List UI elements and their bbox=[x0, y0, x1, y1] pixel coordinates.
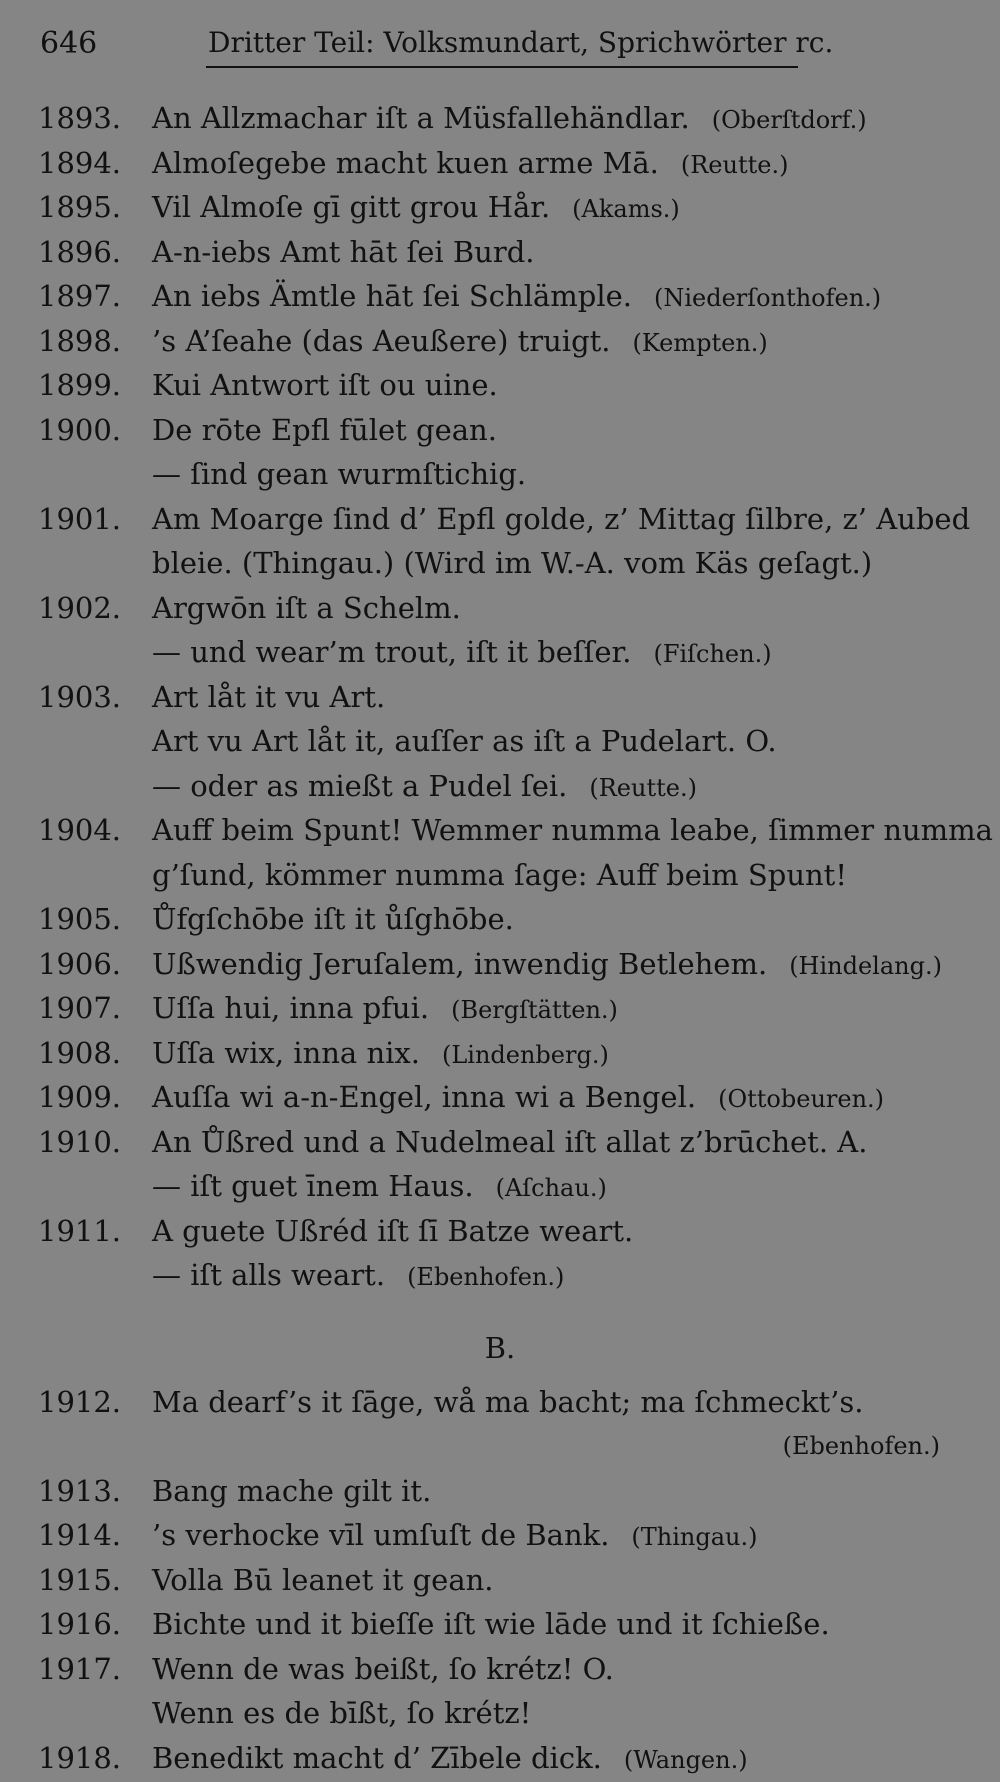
proverb-line bbox=[0, 363, 1000, 408]
proverb-source: (Aſchau.) bbox=[496, 1174, 607, 1202]
proverb-text: Art vu Art låt it, auſſer as iſt a Pudelart. O. bbox=[152, 719, 799, 766]
proverb-number: 1894. bbox=[38, 141, 121, 186]
proverb-line bbox=[0, 586, 1000, 631]
proverb-line bbox=[0, 853, 1000, 898]
proverb-text: Ußwendig Jeruſalem, inwendig Betlehem. (Hindelang.) bbox=[152, 942, 942, 989]
proverb-line bbox=[0, 1513, 1000, 1558]
proverb-number: 1913. bbox=[38, 1469, 121, 1514]
proverb-text: ’s A’ſeahe (das Aeußere) truigt. (Kempten.) bbox=[152, 319, 768, 366]
proverb-text: A-n-iebs Amt hāt ſei Burd. bbox=[152, 230, 557, 277]
proverb-line bbox=[0, 1736, 1000, 1781]
proverb-source: (Thingau.) bbox=[631, 1523, 757, 1551]
proverb-line bbox=[0, 897, 1000, 942]
proverb-number: 1909. bbox=[38, 1075, 121, 1120]
proverb-line bbox=[0, 230, 1000, 275]
proverb-text: A guete Ußréd iſt ſī Batze weart. bbox=[152, 1209, 655, 1256]
proverb-line bbox=[0, 1120, 1000, 1165]
proverb-number: 1897. bbox=[38, 274, 121, 319]
page-number: 646 bbox=[40, 26, 97, 61]
source-wrap bbox=[712, 101, 867, 135]
proverb-text: Am Moarge ſind d’ Epfl golde, z’ Mittag ſilbre, z’ Aubed bbox=[152, 497, 992, 544]
proverb-text: Kui Antwort iſt ou uine. bbox=[152, 363, 520, 410]
proverb-text: Argwōn iſt a Schelm. bbox=[152, 586, 483, 633]
proverb-source: (Reutte.) bbox=[589, 774, 697, 802]
proverb-number: 1916. bbox=[38, 1602, 121, 1647]
proverb-line bbox=[0, 942, 1000, 987]
proverb-number: 1893. bbox=[38, 96, 121, 141]
proverb-text: bleie. (Thingau.) (Wird im W.-A. vom Käs geſagt.) bbox=[152, 541, 894, 588]
source-wrap bbox=[681, 146, 789, 180]
proverb-text: An Ůßred und a Nudelmeal iſt allat z’brūchet. A. bbox=[152, 1120, 889, 1167]
proverb-line bbox=[0, 764, 1000, 809]
proverb-line bbox=[0, 452, 1000, 497]
proverb-number: 1900. bbox=[38, 408, 121, 453]
proverb-text: Benedikt macht d’ Zībele dick. (Wangen.) bbox=[152, 1736, 748, 1782]
header-rule bbox=[206, 66, 798, 68]
proverb-number: 1896. bbox=[38, 230, 121, 275]
proverb-source: (Bergſtätten.) bbox=[451, 996, 618, 1024]
proverb-number: 1899. bbox=[38, 363, 121, 408]
proverb-source: (Akams.) bbox=[572, 195, 680, 223]
proverb-line bbox=[0, 274, 1000, 319]
proverb-line bbox=[0, 141, 1000, 186]
proverb-text: Uſſa wix, inna nix. (Lindenberg.) bbox=[152, 1031, 609, 1078]
source-wrap bbox=[633, 324, 768, 358]
proverb-text: — und wear’m trout, iſt it beſſer. (Fiſchen.) bbox=[152, 630, 772, 677]
proverb-source: (Wangen.) bbox=[624, 1746, 748, 1774]
proverb-text: Art låt it vu Art. bbox=[152, 675, 407, 722]
proverb-number: 1906. bbox=[38, 942, 121, 987]
proverb-number: 1912. bbox=[38, 1380, 121, 1425]
source-wrap bbox=[496, 1169, 607, 1203]
proverb-source: (Lindenberg.) bbox=[442, 1041, 609, 1069]
proverb-source: (Kempten.) bbox=[633, 329, 768, 357]
proverb-text: Ma dearf’s it ſāge, wå ma bacht; ma ſchmeckt’s. bbox=[152, 1380, 885, 1427]
proverb-number: 1915. bbox=[38, 1558, 121, 1603]
proverb-text: Wenn de was beißt, ſo krétz! O. bbox=[152, 1647, 636, 1694]
source-wrap bbox=[624, 1741, 748, 1775]
section-heading-b: B. bbox=[0, 1316, 1000, 1380]
proverb-text: — iſt guet īnem Haus. (Aſchau.) bbox=[152, 1164, 607, 1211]
proverb-line bbox=[0, 408, 1000, 453]
proverb-text: Bichte und it bieſſe iſt wie lāde und it ſchieße. bbox=[152, 1602, 852, 1649]
proverb-source: (Niederſonthofen.) bbox=[654, 284, 881, 312]
proverb-line bbox=[0, 808, 1000, 853]
proverb-number: 1907. bbox=[38, 986, 121, 1031]
proverb-line bbox=[0, 497, 1000, 542]
source-wrap bbox=[654, 279, 881, 313]
source-wrap bbox=[631, 1518, 757, 1552]
proverb-text: — oder as mießt a Pudel ſei. (Reutte.) bbox=[152, 764, 697, 811]
proverb-number: 1904. bbox=[38, 808, 121, 853]
proverb-source: (Fiſchen.) bbox=[653, 640, 771, 668]
proverb-number: 1898. bbox=[38, 319, 121, 364]
proverb-line bbox=[0, 1075, 1000, 1120]
page-header bbox=[40, 22, 800, 70]
proverb-source: (Reutte.) bbox=[681, 151, 789, 179]
proverb-text: Almoſegebe macht kuen arme Mā. (Reutte.) bbox=[152, 141, 788, 188]
proverb-line bbox=[0, 1031, 1000, 1076]
proverb-line bbox=[0, 1424, 1000, 1469]
proverb-number: 1914. bbox=[38, 1513, 121, 1558]
proverb-text: Wenn es de bīßt, ſo krétz! bbox=[152, 1691, 553, 1738]
proverb-source: (Hindelang.) bbox=[789, 952, 942, 980]
source-wrap bbox=[407, 1258, 564, 1292]
proverb-text: De rōte Epfl fūlet gean. bbox=[152, 408, 519, 455]
proverb-line bbox=[0, 986, 1000, 1031]
source-wrap bbox=[442, 1036, 609, 1070]
proverb-line bbox=[0, 675, 1000, 720]
section-gap bbox=[0, 1298, 1000, 1316]
proverb-text: ’s verhocke vīl umſuſt de Bank. (Thingau.) bbox=[152, 1513, 758, 1560]
proverb-text: Volla Bū leanet it gean. bbox=[152, 1558, 516, 1605]
proverb-source: (Ebenhofen.) bbox=[783, 1424, 940, 1469]
source-wrap bbox=[572, 190, 680, 224]
source-wrap bbox=[789, 947, 942, 981]
proverb-number: 1908. bbox=[38, 1031, 121, 1076]
proverb-number: 1895. bbox=[38, 185, 121, 230]
proverb-text: Uſſa hui, inna pfui. (Bergſtätten.) bbox=[152, 986, 618, 1033]
proverb-text: — ſind gean wurmſtichig. bbox=[152, 452, 548, 499]
proverb-line bbox=[0, 96, 1000, 141]
proverb-line bbox=[0, 1602, 1000, 1647]
proverb-text: Auſſa wi a-n-Engel, inna wi a Bengel. (Ottobeuren.) bbox=[152, 1075, 884, 1122]
proverb-line bbox=[0, 185, 1000, 230]
proverb-number: 1910. bbox=[38, 1120, 121, 1165]
source-wrap bbox=[451, 991, 618, 1025]
proverb-source: (Ottobeuren.) bbox=[718, 1085, 884, 1113]
proverb-text: An iebs Ämtle hāt ſei Schlämple. (Niederſonthofen.) bbox=[152, 274, 881, 321]
proverb-source: (Oberſtdorf.) bbox=[712, 106, 867, 134]
proverb-line bbox=[0, 630, 1000, 675]
proverb-list bbox=[0, 96, 1000, 1780]
proverb-text: Auff beim Spunt! Wemmer numma leabe, ſimmer numma bbox=[152, 808, 1000, 855]
source-wrap bbox=[718, 1080, 884, 1114]
running-title: Dritter Teil: Volksmundart, Sprichwörter rc. bbox=[208, 26, 833, 59]
proverb-line bbox=[0, 1209, 1000, 1254]
proverb-text: g’ſund, kömmer numma ſage: Auff beim Spunt! bbox=[152, 853, 869, 900]
proverb-number: 1903. bbox=[38, 675, 121, 720]
proverb-source: (Ebenhofen.) bbox=[407, 1263, 564, 1291]
proverb-number: 1902. bbox=[38, 586, 121, 631]
proverb-line bbox=[0, 1469, 1000, 1514]
proverb-line bbox=[0, 319, 1000, 364]
section-b bbox=[0, 1380, 1000, 1781]
proverb-number: 1917. bbox=[38, 1647, 121, 1692]
proverb-number: 1918. bbox=[38, 1736, 121, 1781]
proverb-line bbox=[0, 541, 1000, 586]
proverb-text: An Allzmachar iſt a Müsfallehändlar. (Oberſtdorf.) bbox=[152, 96, 867, 143]
proverb-text: Ůfgſchōbe iſt it ůſghōbe. bbox=[152, 897, 536, 944]
proverb-line bbox=[0, 1380, 1000, 1425]
proverb-line bbox=[0, 1647, 1000, 1692]
proverb-line bbox=[0, 719, 1000, 764]
proverb-line bbox=[0, 1253, 1000, 1298]
proverb-line bbox=[0, 1164, 1000, 1209]
proverb-text: — iſt alls weart. (Ebenhofen.) bbox=[152, 1253, 564, 1300]
proverb-line bbox=[0, 1691, 1000, 1736]
proverb-number: 1911. bbox=[38, 1209, 121, 1254]
proverb-number: 1905. bbox=[38, 897, 121, 942]
proverb-text: Vil Almoſe gī gitt grou Hår. (Akams.) bbox=[152, 185, 680, 232]
source-wrap bbox=[653, 635, 771, 669]
proverb-number: 1901. bbox=[38, 497, 121, 542]
proverb-text: Bang mache gilt it. bbox=[152, 1469, 453, 1516]
source-wrap bbox=[589, 769, 697, 803]
section-a bbox=[0, 96, 1000, 1298]
proverb-line bbox=[0, 1558, 1000, 1603]
